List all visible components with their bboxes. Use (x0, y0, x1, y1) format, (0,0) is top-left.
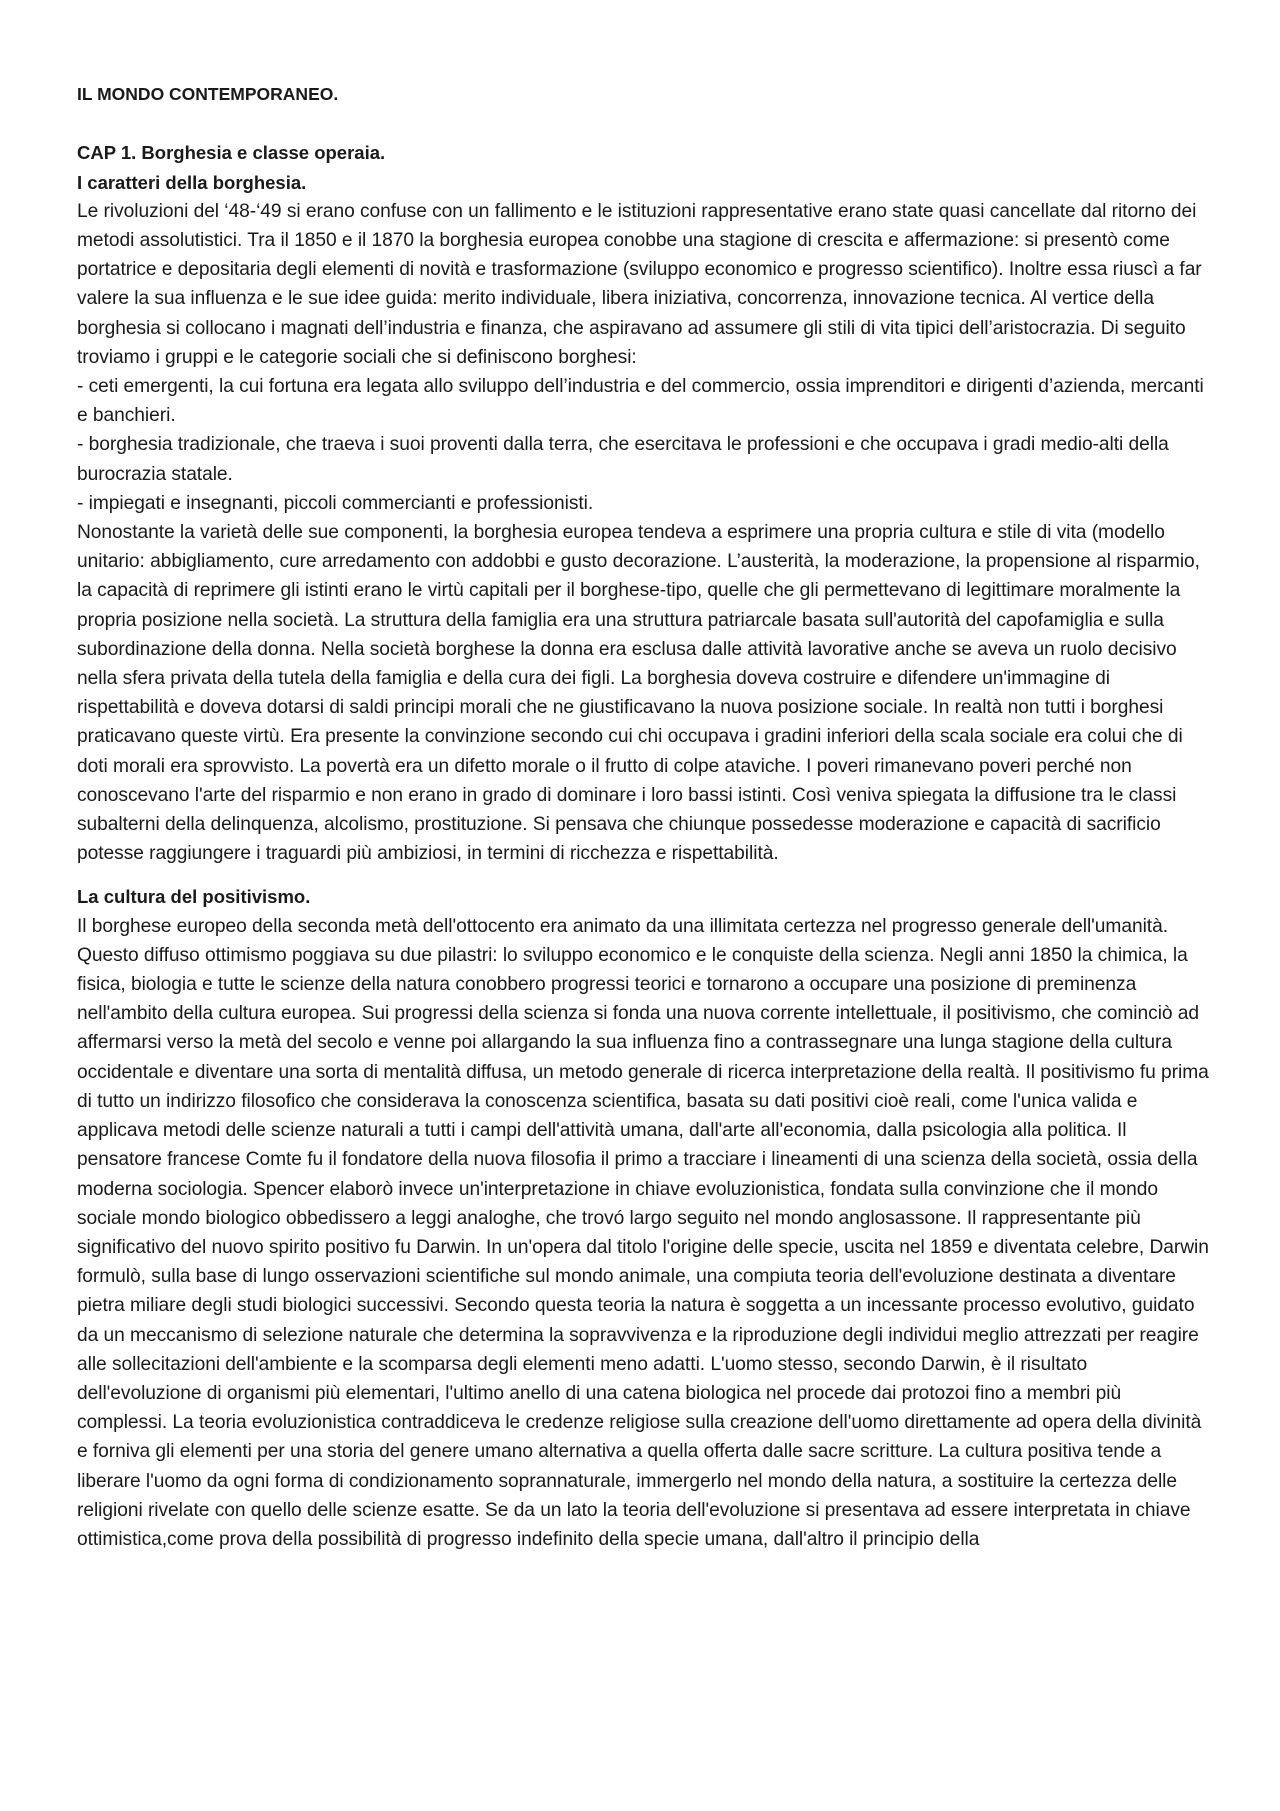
chapter-heading: CAP 1. Borghesia e classe operaia. (77, 142, 386, 164)
section-heading-positivismo: La cultura del positivismo. (77, 886, 311, 908)
section-heading-borghesia: I caratteri della borghesia. (77, 171, 307, 193)
section-text-borghesia: Le rivoluzioni del ‘48-‘49 si erano confuse con un fallimento e le istituzioni rappresentative erano state quasi cancellate dal ritorno dei metodi assolutistici. Tra il 1850 e il 1870 la borghesia europea conobbe una stagione di crescita e affermazione: si presentò come portatrice e depositaria degli elementi di novità e trasformazione (sviluppo economico e progresso scientifico). Inoltre essa riuscì a far valere la sua influenza e le sue idee guida: merito individuale, libera iniziativa, concorrenza, innovazione tecnica. Al vertice della borghesia si collocano i magnati dell’industria e finanza, che aspiravano ad assumere gli stili di vita tipici dell’aristocrazia. Di seguito troviamo i gruppi e le categorie sociali che si definiscono borghesi: - ceti emergenti, la cui fortuna era legata allo sviluppo dell’industria e del commercio, ossia imprenditori e dirigenti d’azienda, mercanti e banchieri. - borghesia tradizionale, che traeva i suoi proventi dalla terra, che esercitava le professioni e che occupava i gradi medio-alti della burocrazia statale. - impiegati e insegnanti, piccoli commercianti e professionisti. Nonostante la varietà delle sue componenti, la borghesia europea tendeva a esprimere una propria cultura e stile di vita (modello unitario: abbigliamento, cure arredamento con addobbi e gusto decorazione. L’austerità, la moderazione, la propensione al risparmio, la capacità di reprimere gli istinti erano le virtù capitali per il borghese-tipo, quelle che gli permettevano di legittimare moralmente la propria posizione nella società. La struttura della famiglia era una struttura patriarcale basata sull'autorità del capofamiglia e sulla subordinazione della donna. Nella società borghese la donna era esclusa dalle attività lavorative anche se aveva un ruolo decisivo nella sfera privata della tutela della famiglia e della cura dei figli. La borghesia doveva costruire e difendere un'immagine di rispettabilità e doveva dotarsi di saldi principi morali che ne giustificavano la nuova posizione sociale. In realtà non tutti i borghesi praticavano queste virtù. Era presente la convinzione secondo cui chi occupava i gradini inferiori della scala sociale era colui che di doti morali era sprovvisto. La povertà era un difetto morale o il frutto di colpe ataviche. I poveri rimanevano poveri perché non conoscevano l'arte del risparmio e non erano in grado di dominare i loro bassi istinti. Così veniva spiegata la diffusione tra le classi subalterni della delinquenza, alcolismo, prostituzione. Si pensava che chiunque possedesse moderazione e capacità di sacrificio potesse raggiungere i traguardi più ambiziosi, in termini di ricchezza e rispettabilità. (77, 200, 1204, 865)
section-spacer (77, 868, 1213, 882)
document-title: IL MONDO CONTEMPORANEO. (77, 84, 339, 104)
document-page (77, 80, 1213, 1554)
section-text-positivismo: Il borghese europeo della seconda metà dell'ottocento era animato da una illimitata certezza nel progresso generale dell'umanità. Questo diffuso ottimismo poggiava su due pilastri: lo sviluppo economico e le conquiste della scienza. Negli anni 1850 la chimica, la fisica, biologia e tutte le scienze della natura conobbero progressi teorici e tornarono a occupare una posizione di preminenza nell'ambito della cultura europea. Sui progressi della scienza si fonda una nuova corrente intellettuale, il positivismo, che cominciò ad affermarsi verso la metà del secolo e venne poi allargando la sua influenza fino a contrassegnare una lunga stagione della cultura occidentale e diventare una sorta di mentalità diffusa, un metodo generale di ricerca interpretazione della realtà. Il positivismo fu prima di tutto un indirizzo filosofico che considerava la conoscenza scientifica, basata su dati positivi cioè reali, come l'unica valida e applicava metodi delle scienze naturali a tutti i campi dell'attività umana, dall'arte all'economia, dalla psicologia alla politica. Il pensatore francese Comte fu il fondatore della nuova filosofia il primo a tracciare i lineamenti di una scienza della società, ossia della moderna sociologia. Spencer elaborò invece un'interpretazione in chiave evoluzionistica, fondata sulla convinzione che il mondo sociale mondo biologico obbedissero a leggi analoghe, che trovó largo seguito nel mondo anglosassone. Il rappresentante più significativo del nuovo spirito positivo fu Darwin. In un'opera dal titolo l'origine delle specie, uscita nel 1859 e diventata celebre, Darwin formulò, sulla base di lungo osservazioni scientifiche sul mondo animale, una compiuta teoria dell'evoluzione destinata a diventare pietra miliare degli studi biologici successivi. Secondo questa teoria la natura è soggetta a un incessante processo evolutivo, guidato da un meccanismo di selezione naturale che determina la sopravvivenza e la riproduzione degli individui meglio attrezzati per reagire alle sollecitazioni dell'ambiente e la scomparsa degli elementi meno adatti. L'uomo stesso, secondo Darwin, è il risultato dell'evoluzione di organismi più elementari, l'ultimo anello di una catena biologica nel procede dai protozoi fino a membri più complessi. La teoria evoluzionistica contraddiceva le credenze religiose sulla creazione dell'uomo direttamente ad opera della divinità e forniva gli elementi per una storia del genere umano alternativa a quella offerta dalle sacre scritture. La cultura positiva tende a liberare l'uomo da ogni forma di condizionamento soprannaturale, immergerlo nel mondo della natura, a sostituire la certezza delle religioni rivelate con quello delle scienze esatte. Se da un lato la teoria dell'evoluzione si presentava ad essere interpretata in chiave ottimistica,come prova della possibilità di progresso indefinito della specie umana, dall'altro il principio della (77, 915, 1209, 1550)
